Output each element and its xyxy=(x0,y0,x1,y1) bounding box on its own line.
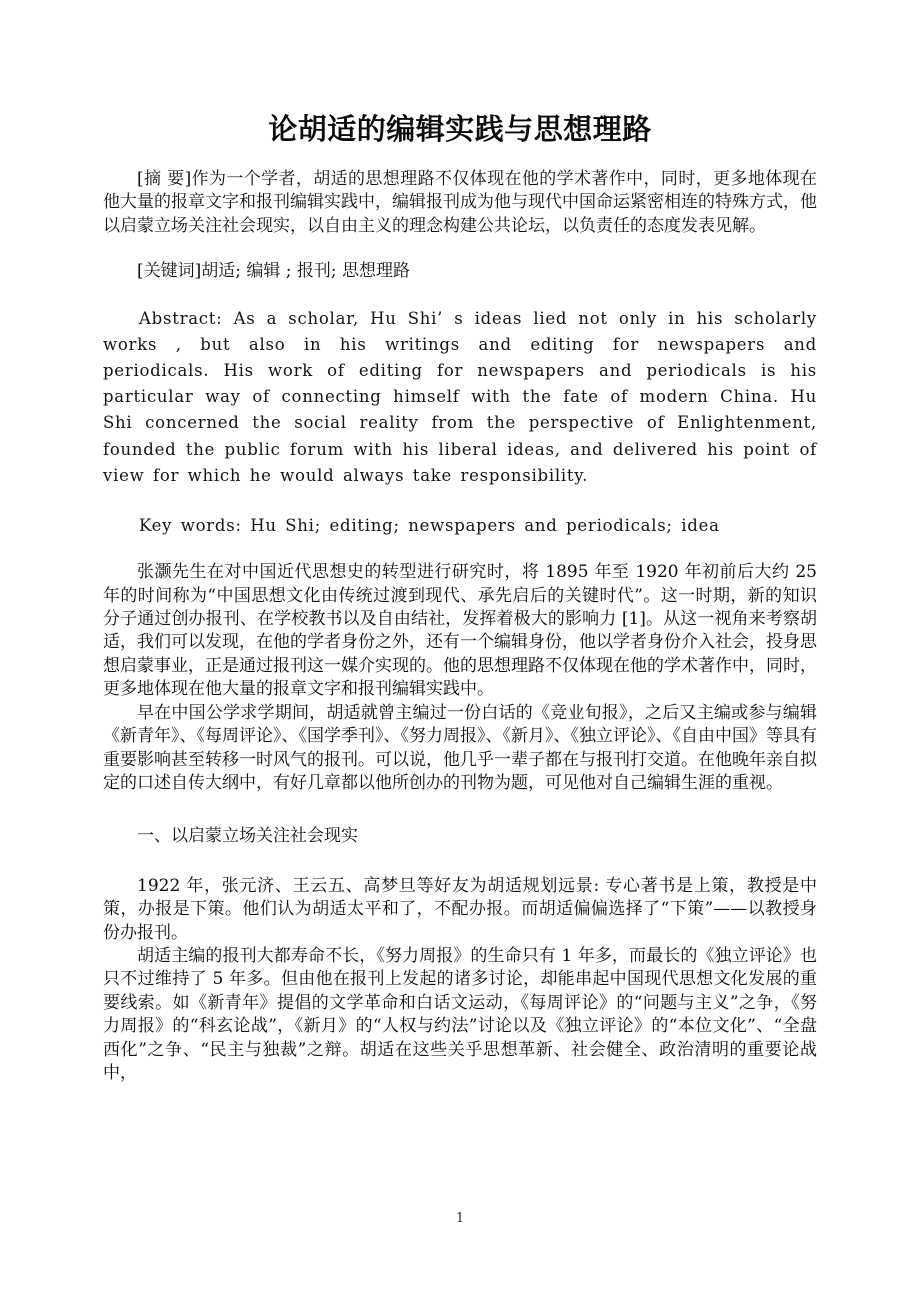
english-keywords: Key words: Hu Shi; editing; newspapers and periodicals; idea xyxy=(139,516,720,536)
english-abstract: Abstract: As a scholar, Hu Shi’ s ideas lied not only in his scholarly works , but also in his writings and editing for newspapers and periodicals. His work of editing for newspapers and periodicals is his particular way of connecting himself with the fate of modern China. Hu Shi concerned the social reality from the perspective of Enlightenment, founded the public forum with his liberal ideas, and delivered his point of view for which he would always take responsibility. xyxy=(103,308,817,485)
spacer-before-english-keywords xyxy=(103,489,817,513)
chinese-keywords: [关键词]胡适; 编辑 ; 报刊; 思想理路 xyxy=(137,261,411,282)
spacer-before-english-abstract xyxy=(103,284,817,306)
chinese-abstract: [摘 要]作为一个学者，胡适的思想理路不仅体现在他的学术著作中，同时，更多地体现在他大量的报章文字和报刊编辑实践中，编辑报刊成为他与现代中国命运紧密相连的特殊方式，他以启蒙立场关注社会现实，以自由主义的理念构建公共论坛，以负责任的态度发表见解。 xyxy=(103,169,817,236)
body-paragraph-3: 1922 年，张元济、王云五、高梦旦等好友为胡适规划远景: 专心著书是上策，教授是中策，办报是下策。他们认为胡适太平和了，不配办报。而胡适偏偏选择了“下策”——以教授身份办报刊。 xyxy=(103,875,817,943)
body-paragraph-1: 张灏先生在对中国近代思想史的转型进行研究时，将 1895 年至 1920 年初前后大约 25 年的时间称为“中国思想文化由传统过渡到现代、承先启后的关键时代”。这一时期，新的知识分子通过创办报刊、在学校教书以及自由结社，发挥着极大的影响力 [1]。从这一视角来考察胡适，我们可以发现，在他的学者身份之外，还有一个编辑身份，他以学者身份介入社会，投身思想启蒙事业，正是通过报刊这一媒介实现的。他的思想理路不仅体现在他的学术著作中，同时，更多地体现在他大量的报章文字和报刊编辑实践中。 xyxy=(103,562,817,700)
page-content xyxy=(103,0,817,1085)
body-paragraph-2: 早在中国公学求学期间，胡适就曾主编过一份白话的《竞业旬报》，之后又主编或参与编辑《新青年》、《每周评论》、《国学季刊》、《努力周报》、《新月》、《独立评论》、《自由中国》等具有重要影响甚至转移一时风气的报刊。可以说，他几乎一辈子都在与报刊打交道。在他晚年亲自拟定的口述自传大纲中，有好几章都以他所创办的刊物为题，可见他对自己编辑生涯的重视。 xyxy=(103,702,817,793)
spacer-before-section-heading xyxy=(103,795,817,825)
page-number-footer: 1 xyxy=(455,1211,465,1226)
page-title: 论胡适的编辑实践与思想理路 xyxy=(268,112,652,146)
spacer-after-title xyxy=(103,146,817,168)
spacer-before-body xyxy=(103,539,817,561)
spacer-after-section-heading xyxy=(103,849,817,875)
body-paragraph-4: 胡适主编的报刊大都寿命不长，《努力周报》的生命只有 1 年多，而最长的《独立评论》也只不过维持了 5 年多。但由他在报刊上发起的诸多讨论，却能串起中国现代思想文化发展的重要线索。如《新青年》提倡的文学革命和白话文运动，《每周评论》的“问题与主义”之争，《努力周报》的“科玄论战”，《新月》的“人权与约法”讨论以及《独立评论》的“本位文化”、“全盘西化”之争、“民主与独裁”之辩。胡适在这些关乎思想革新、社会健全、政治清明的重要论战中， xyxy=(103,945,817,1083)
section-heading-1: 一、以启蒙立场关注社会现实 xyxy=(137,826,358,847)
spacer-after-chinese-abstract xyxy=(103,238,817,260)
